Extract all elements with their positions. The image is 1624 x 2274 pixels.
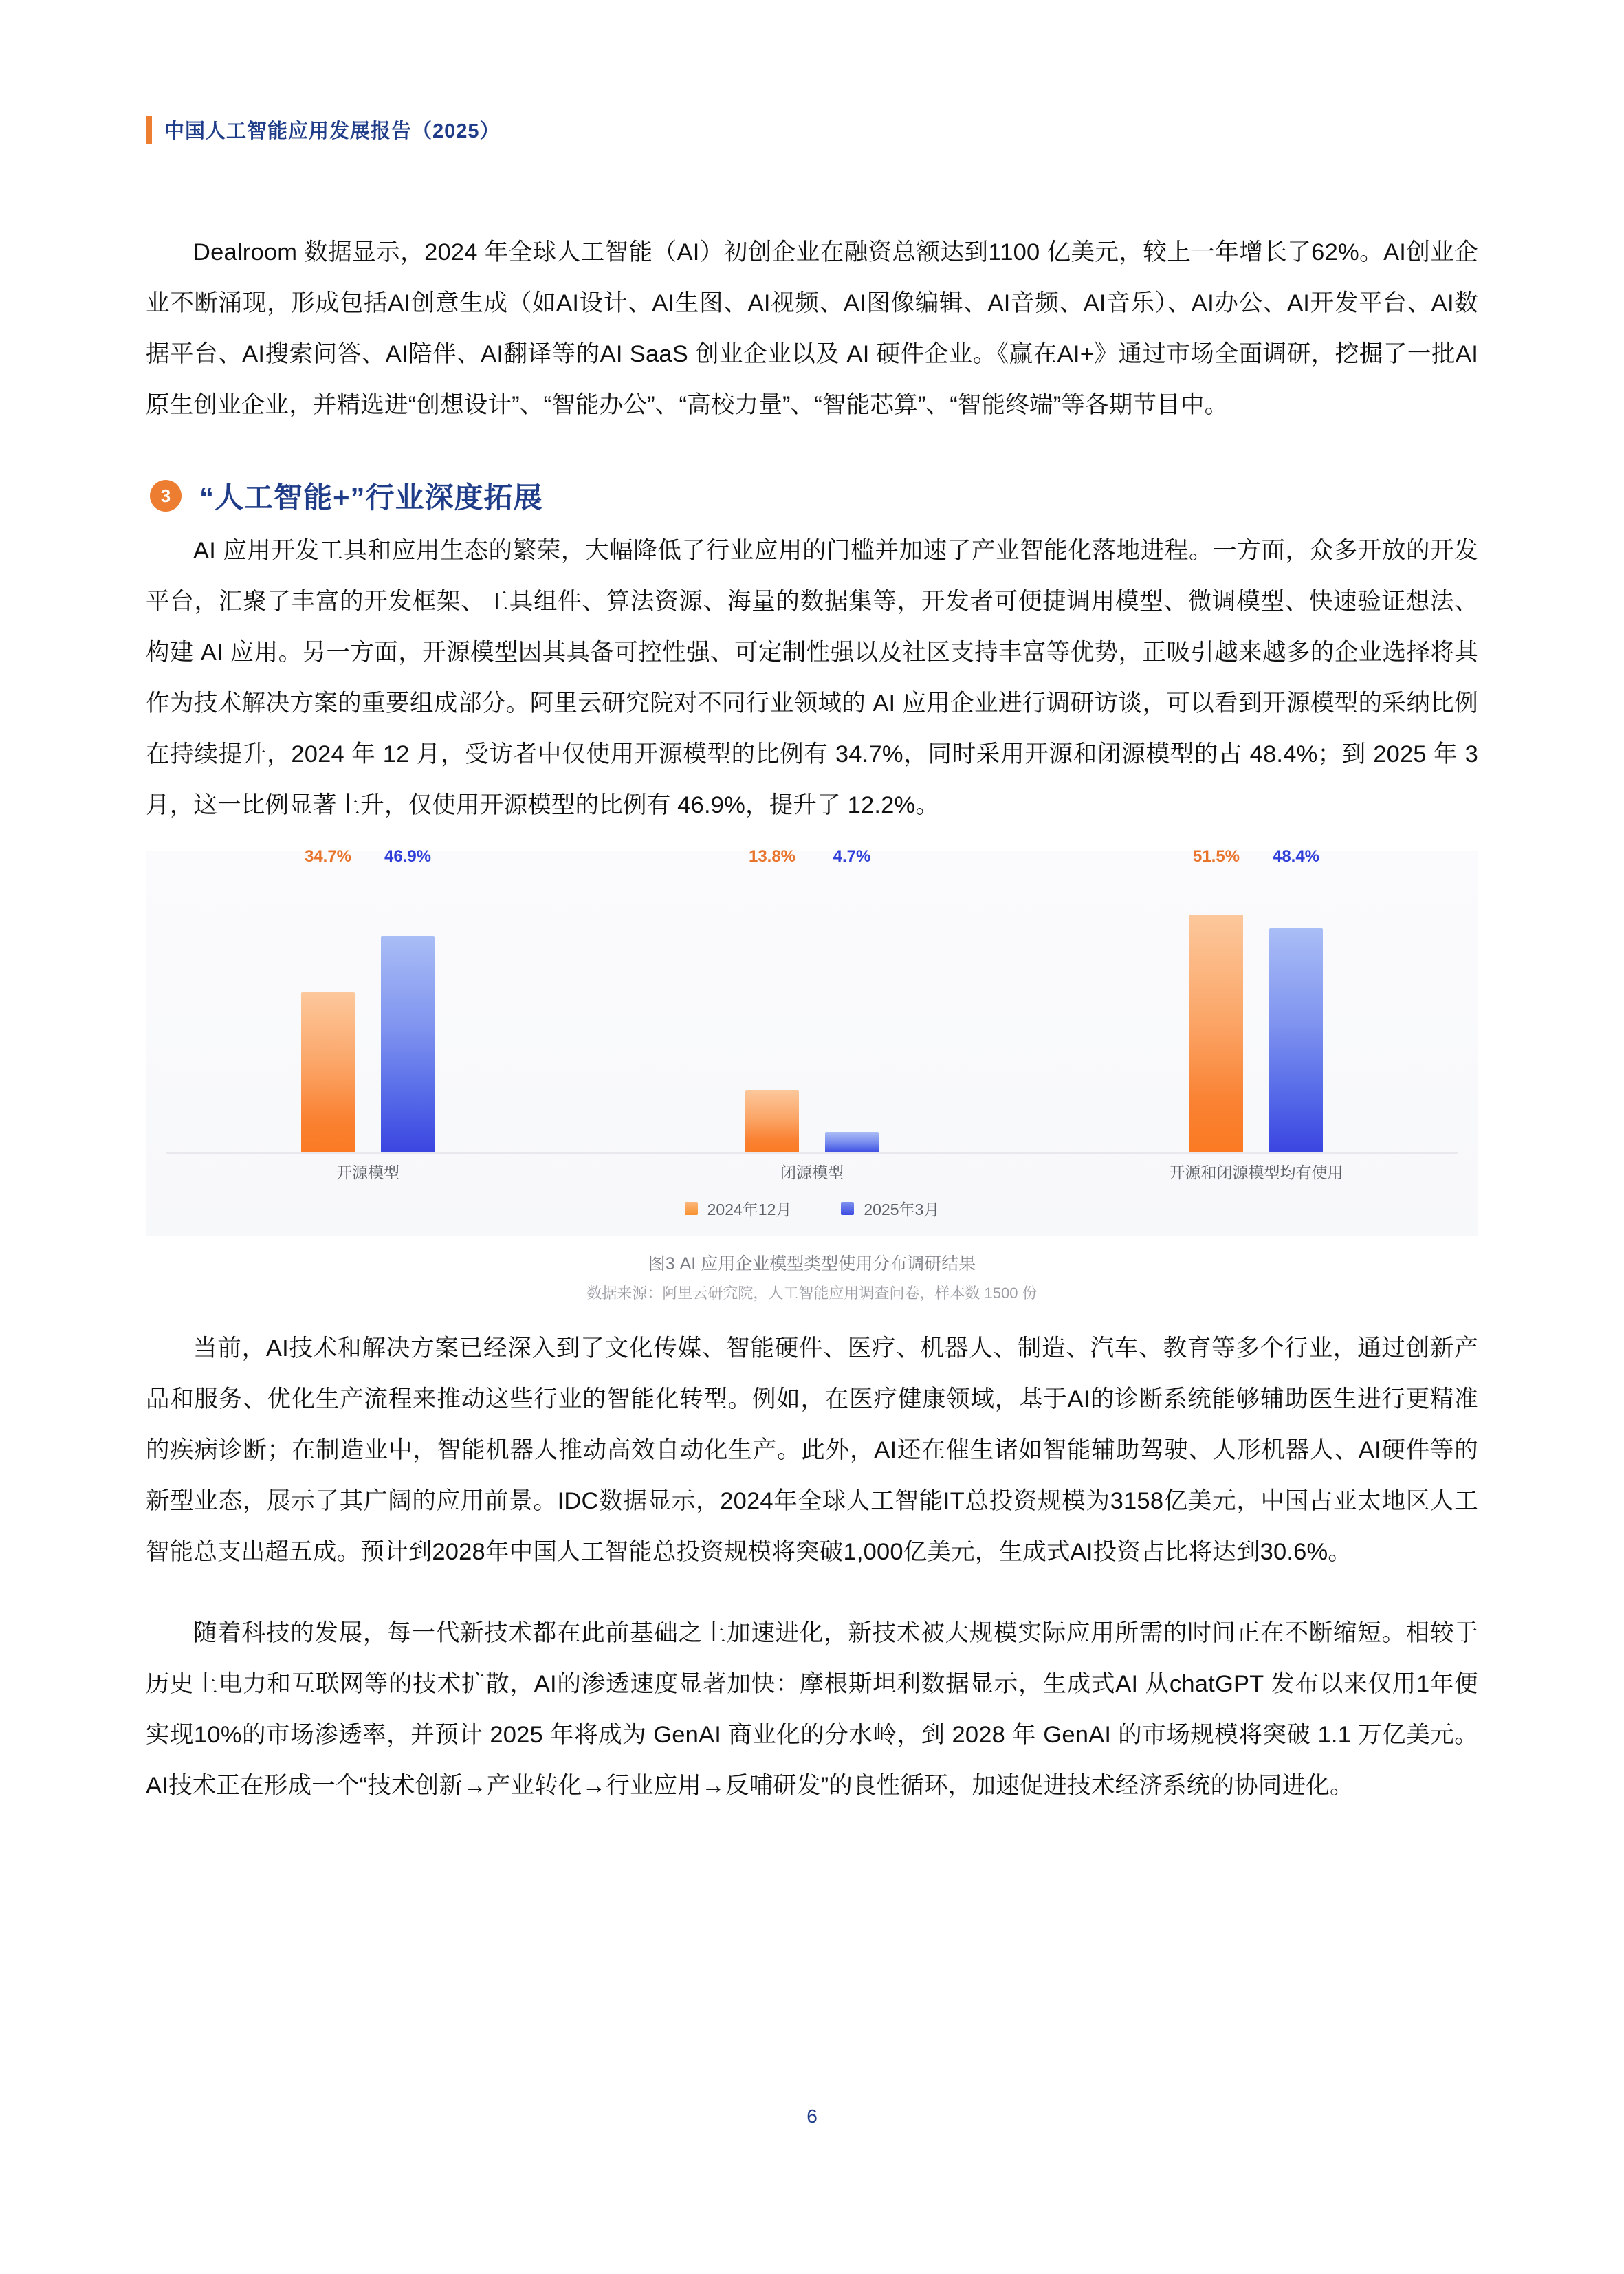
chart-baseline — [166, 1152, 1458, 1154]
spacer — [146, 1577, 1478, 1608]
legend-item-2025-03 — [841, 1197, 939, 1220]
figure-caption: 图3 AI 应用企业模型类型使用分布调研结果 — [648, 1254, 976, 1273]
spacer — [146, 430, 1478, 466]
bar-2025-03 — [825, 1132, 879, 1154]
paragraph-1: Dealroom 数据显示，2024 年全球人工智能（AI）初创企业在融资总额达到1100 亿美元，较上一年增长了62%。AI创业企业不断涌现，形成包括AI创意生成（如AI设计、AI生图、AI视频、AI图像编辑、AI音频、AI音乐）、AI办公、AI开发平台、AI数据平台、AI搜索问答、AI陪伴、AI翻译等的AI SaaS 创业企业以及 AI 硬件企业。《赢在AI+》通过市场全面调研，挖掘了一批AI原生创业企业，并精选进“创想设计”、“智能办公”、“高校力量”、“智能芯算”、“智能终端”等各期节目中。 — [146, 239, 1479, 418]
bar-value-label: 34.7% — [304, 847, 352, 866]
bar-2024-12 — [1189, 915, 1243, 1154]
bar-wrap — [1189, 847, 1243, 1154]
bar-value-label: 4.7% — [833, 847, 871, 866]
bar-2024-12 — [301, 992, 355, 1154]
chart-bar-groups — [146, 847, 1478, 1154]
legend-label: 2024年12月 — [707, 1201, 792, 1218]
paragraph-4: 随着科技的发展，每一代新技术都在此前基础之上加速进化，新技术被大规模实际应用所需的时间正在不断缩短。相较于历史上电力和互联网等的技术扩散，AI的渗透速度显著加快：摩根斯坦利数据显示，生成式AI 从chatGPT 发布以来仅用1年便实现10%的市场渗透率，并预计 2025 年将成为 GenAI 商业化的分水岭，到 2028 年 GenAI 的市场规模将突破 1.1 万亿美元。AI技术正在形成一个“技术创新→产业转化→行业应用→反哺研发”的良性循环，加速促进技术经济系统的协同进化。 — [146, 1620, 1478, 1799]
bar-value-label: 46.9% — [384, 847, 432, 866]
bar-wrap — [745, 847, 799, 1154]
bar-2024-12 — [745, 1090, 799, 1154]
section-heading — [146, 466, 1478, 525]
report-title: 中国人工智能应用发展报告（2025） — [164, 120, 501, 142]
header-accent-bar — [146, 116, 152, 144]
bar-wrap — [301, 847, 355, 1154]
legend-swatch-icon — [841, 1202, 854, 1215]
bar-group-open-source — [146, 847, 590, 1154]
bar-group-both — [1034, 847, 1478, 1154]
spacer — [146, 1308, 1478, 1323]
chart-legend — [146, 1197, 1478, 1220]
page-content — [146, 227, 1478, 1811]
category-label: 开源和闭源模型均有使用 — [1169, 1163, 1343, 1181]
legend-item-2024-12 — [685, 1197, 792, 1220]
paragraph-2: AI 应用开发工具和应用生态的繁荣，大幅降低了行业应用的门槛并加速了产业智能化落地进程。一方面，众多开放的开发平台，汇聚了丰富的开发框架、工具组件、算法资源、海量的数据集等，开发者可便捷调用模型、微调模型、快速验证想法、构建 AI 应用。另一方面，开源模型因其具备可控性强、可定制性强以及社区支持丰富等优势，正吸引越来越多的企业选择将其作为技术解决方案的重要组成部分。阿里云研究院对不同行业领域的 AI 应用企业进行调研访谈，可以看到开源模型的采纳比例在持续提升，2024 年 12 月，受访者中仅使用开源模型的比例有 34.7%，同时采用开源和闭源模型的占 48.4%；到 2025 年 3 月，这一比例显著上升，仅使用开源模型的比例有 46.9%，提升了 12.2%。 — [146, 538, 1478, 818]
category-label: 闭源模型 — [780, 1163, 844, 1181]
bar-value-label: 51.5% — [1192, 847, 1240, 866]
bar-2025-03 — [1269, 928, 1323, 1154]
legend-label: 2025年3月 — [864, 1201, 940, 1218]
chart-plot-area — [146, 847, 1478, 1154]
page-number: 6 — [806, 2106, 818, 2127]
legend-swatch-icon — [685, 1202, 698, 1215]
running-header — [146, 116, 501, 144]
paragraph-3: 当前，AI技术和解决方案已经深入到了文化传媒、智能硬件、医疗、机器人、制造、汽车、教育等多个行业，通过创新产品和服务、优化生产流程来推动这些行业的智能化转型。例如，在医疗健康领域，基于AI的诊断系统能够辅助医生进行更精准的疾病诊断；在制造业中，智能机器人推动高效自动化生产。此外，AI还在催生诸如智能辅助驾驶、人形机器人、AI硬件等的新型业态，展示了其广阔的应用前景。IDC数据显示，2024年全球人工智能IT总投资规模为3158亿美元，中国占亚太地区人工智能总支出超五成。预计到2028年中国人工智能总投资规模将突破1,000亿美元，生成式AI投资占比将达到30.6%。 — [146, 1335, 1478, 1565]
bar-value-label: 48.4% — [1272, 847, 1320, 866]
bar-wrap — [825, 847, 879, 1154]
bar-group-closed-source — [590, 847, 1034, 1154]
bar-2025-03 — [381, 936, 435, 1154]
category-label: 开源模型 — [336, 1163, 399, 1181]
section-title: “人工智能+”行业深度拓展 — [199, 481, 543, 514]
bar-wrap — [1269, 847, 1323, 1154]
bar-value-label: 13.8% — [748, 847, 796, 866]
bar-chart — [146, 847, 1478, 1236]
bar-wrap — [381, 847, 435, 1154]
section-number-badge: 3 — [150, 480, 182, 512]
chart-category-labels — [146, 1160, 1478, 1183]
figure-source-note: 数据来源：阿里云研究院，人工智能应用调查问卷，样本数 1500 份 — [586, 1284, 1038, 1302]
